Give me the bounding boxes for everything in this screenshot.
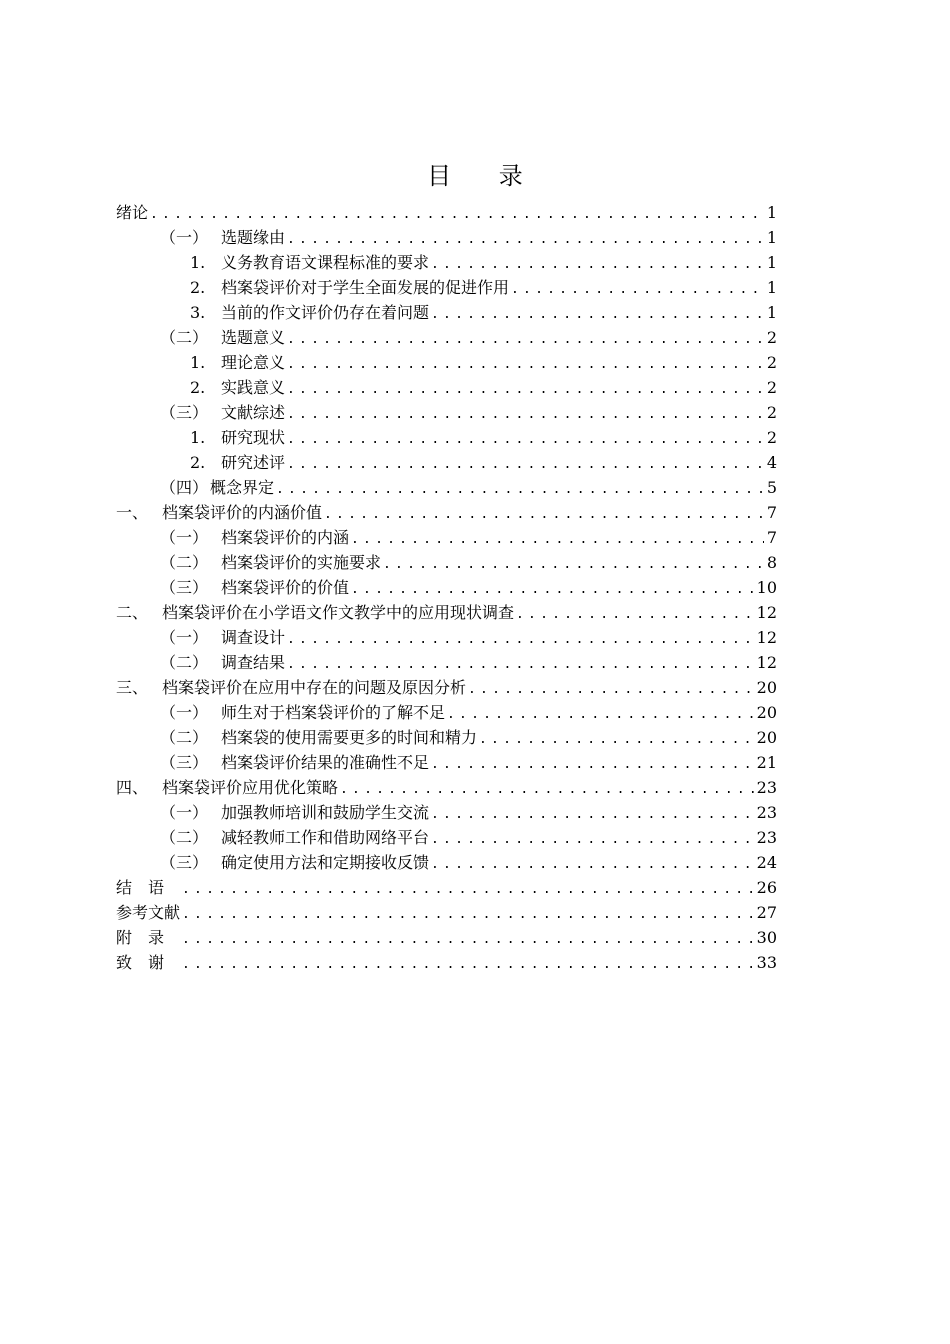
toc-entry-page-number: 1 — [766, 303, 777, 322]
toc-entry-page-number: 4 — [766, 453, 777, 472]
toc-list — [116, 200, 777, 975]
dot-leader — [287, 227, 764, 250]
toc-entry-page-number: 12 — [756, 603, 777, 622]
toc-entry-number: 一、 — [116, 503, 149, 522]
toc-entry-page-number: 26 — [756, 878, 777, 897]
toc-entry-number: （二） — [160, 328, 209, 347]
dot-leader — [182, 902, 754, 925]
toc-entry-title: 参考文献 — [116, 903, 181, 922]
toc-entry-title: 档案袋的使用需要更多的时间和精力 — [221, 728, 478, 747]
toc-entry-page-number: 7 — [766, 503, 777, 522]
toc-entry-page-number: 33 — [756, 953, 777, 972]
toc-entry-title: 义务教育语文课程标准的要求 — [221, 253, 430, 272]
dot-leader — [150, 202, 764, 225]
toc-entry-page-number: 2 — [766, 378, 777, 397]
toc-entry-page-number: 12 — [756, 628, 777, 647]
toc-entry[interactable] — [116, 425, 777, 450]
toc-title: 目 录 — [427, 162, 543, 190]
dot-leader — [431, 852, 754, 875]
dot-leader — [431, 827, 754, 850]
toc-entry-number: 1. — [190, 428, 206, 447]
toc-entry-number: （三） — [160, 578, 209, 597]
toc-entry[interactable] — [116, 850, 777, 875]
toc-entry[interactable] — [116, 250, 777, 275]
toc-entry-title: 理论意义 — [221, 353, 286, 372]
dot-leader — [324, 502, 764, 525]
dot-leader — [431, 252, 764, 275]
toc-entry[interactable] — [116, 450, 777, 475]
toc-entry-number: 四、 — [116, 778, 149, 797]
toc-entry[interactable] — [116, 825, 777, 850]
toc-entry-title: 加强教师培训和鼓励学生交流 — [221, 803, 430, 822]
toc-entry[interactable] — [116, 400, 777, 425]
toc-entry-number: 三、 — [116, 678, 149, 697]
toc-entry[interactable] — [116, 275, 777, 300]
toc-entry-number: 2. — [190, 278, 206, 297]
toc-entry[interactable] — [116, 350, 777, 375]
dot-leader — [287, 402, 764, 425]
toc-entry-page-number: 30 — [756, 928, 777, 947]
toc-entry-title: 致谢 — [116, 953, 181, 972]
dot-leader — [182, 952, 754, 975]
dot-leader — [276, 477, 764, 500]
toc-entry-page-number: 1 — [766, 253, 777, 272]
toc-entry-number: （一） — [160, 528, 209, 547]
toc-entry-title: 档案袋评价应用优化策略 — [162, 778, 339, 797]
dot-leader — [340, 777, 754, 800]
dot-leader — [431, 752, 754, 775]
toc-entry[interactable] — [116, 200, 777, 225]
toc-entry-page-number: 23 — [756, 828, 777, 847]
toc-entry-title: 概念界定 — [210, 478, 275, 497]
toc-entry-title: 研究现状 — [221, 428, 286, 447]
toc-entry-title: 档案袋评价的内涵价值 — [162, 503, 323, 522]
toc-entry-title: 选题意义 — [221, 328, 286, 347]
dot-leader — [287, 452, 764, 475]
dot-leader — [431, 802, 754, 825]
toc-entry-number: （二） — [160, 553, 209, 572]
toc-entry-title: 绪论 — [116, 203, 149, 222]
toc-entry[interactable] — [116, 525, 777, 550]
toc-entry[interactable] — [116, 875, 777, 900]
toc-entry-page-number: 2 — [766, 353, 777, 372]
toc-entry[interactable] — [116, 325, 777, 350]
toc-entry-page-number: 20 — [756, 703, 777, 722]
toc-entry-number: （二） — [160, 728, 209, 747]
toc-entry-title: 师生对于档案袋评价的了解不足 — [221, 703, 446, 722]
toc-entry-number: 2. — [190, 378, 206, 397]
toc-entry-title: 附录 — [116, 928, 181, 947]
toc-entry[interactable] — [116, 775, 777, 800]
toc-entry[interactable] — [116, 575, 777, 600]
toc-entry-page-number: 24 — [756, 853, 777, 872]
toc-entry-title: 档案袋评价的内涵 — [221, 528, 350, 547]
toc-entry[interactable] — [116, 725, 777, 750]
toc-entry[interactable] — [116, 475, 777, 500]
toc-entry[interactable] — [116, 800, 777, 825]
toc-entry[interactable] — [116, 750, 777, 775]
toc-entry-page-number: 10 — [756, 578, 777, 597]
toc-entry-number: 1. — [190, 253, 206, 272]
toc-entry-page-number: 1 — [766, 203, 777, 222]
toc-entry-page-number: 27 — [756, 903, 777, 922]
dot-leader — [511, 277, 764, 300]
toc-entry-page-number: 23 — [756, 803, 777, 822]
toc-entry-title: 档案袋评价的价值 — [221, 578, 350, 597]
toc-entry-title: 档案袋评价的实施要求 — [221, 553, 382, 572]
toc-entry-page-number: 1 — [766, 278, 777, 297]
toc-entry[interactable] — [116, 650, 777, 675]
dot-leader — [182, 927, 754, 950]
toc-entry-title: 当前的作文评价仍存在着问题 — [221, 303, 430, 322]
toc-entry-number: （一） — [160, 703, 209, 722]
toc-entry-title: 档案袋评价对于学生全面发展的促进作用 — [221, 278, 510, 297]
dot-leader — [287, 352, 764, 375]
toc-entry-page-number: 7 — [766, 528, 777, 547]
toc-entry-number: （二） — [160, 653, 209, 672]
dot-leader — [431, 302, 764, 325]
toc-entry-page-number: 2 — [766, 428, 777, 447]
toc-entry-title: 研究述评 — [221, 453, 286, 472]
toc-entry-title: 选题缘由 — [221, 228, 286, 247]
toc-entry[interactable] — [116, 675, 777, 700]
dot-leader — [287, 627, 754, 650]
toc-entry-page-number: 20 — [756, 728, 777, 747]
toc-entry-number: （四） — [160, 478, 209, 497]
toc-entry[interactable] — [116, 600, 777, 625]
dot-leader — [287, 377, 764, 400]
toc-entry-number: 1. — [190, 353, 206, 372]
toc-entry-page-number: 20 — [756, 678, 777, 697]
toc-entry-number: （三） — [160, 853, 209, 872]
toc-entry-number: 二、 — [116, 603, 149, 622]
toc-entry[interactable] — [116, 700, 777, 725]
toc-entry-title: 文献综述 — [221, 403, 286, 422]
dot-leader — [287, 327, 764, 350]
toc-entry[interactable] — [116, 625, 777, 650]
toc-entry-title: 档案袋评价在小学语文作文教学中的应用现状调查 — [162, 603, 515, 622]
dot-leader — [516, 602, 754, 625]
toc-entry-number: （一） — [160, 228, 209, 247]
dot-leader — [383, 552, 764, 575]
toc-entry-title: 档案袋评价在应用中存在的问题及原因分析 — [162, 678, 467, 697]
toc-entry-number: （三） — [160, 753, 209, 772]
toc-entry-number: 3. — [190, 303, 206, 322]
toc-entry-page-number: 1 — [766, 228, 777, 247]
toc-entry-page-number: 8 — [766, 553, 777, 572]
toc-entry-title: 确定使用方法和定期接收反馈 — [221, 853, 430, 872]
toc-entry[interactable] — [116, 300, 777, 325]
toc-entry-title: 减轻教师工作和借助网络平台 — [221, 828, 430, 847]
toc-entry-title: 调查结果 — [221, 653, 286, 672]
dot-leader — [351, 577, 754, 600]
dot-leader — [182, 877, 754, 900]
toc-entry-title: 调查设计 — [221, 628, 286, 647]
dot-leader — [351, 527, 764, 550]
toc-entry-page-number: 21 — [756, 753, 777, 772]
toc-entry-number: （一） — [160, 803, 209, 822]
dot-leader — [468, 677, 754, 700]
toc-entry[interactable] — [116, 550, 777, 575]
toc-entry[interactable] — [116, 375, 777, 400]
dot-leader — [479, 727, 754, 750]
toc-entry-title: 结语 — [116, 878, 181, 897]
toc-entry-page-number: 2 — [766, 403, 777, 422]
toc-entry-title: 实践意义 — [221, 378, 286, 397]
toc-entry[interactable] — [116, 500, 777, 525]
toc-entry-number: （一） — [160, 628, 209, 647]
dot-leader — [287, 427, 764, 450]
toc-entry-page-number: 2 — [766, 328, 777, 347]
dot-leader — [287, 652, 754, 675]
toc-entry-number: （二） — [160, 828, 209, 847]
toc-entry-number: （三） — [160, 403, 209, 422]
toc-entry-page-number: 23 — [756, 778, 777, 797]
toc-entry[interactable] — [116, 900, 777, 925]
toc-entry-title: 档案袋评价结果的准确性不足 — [221, 753, 430, 772]
toc-entry-page-number: 5 — [766, 478, 777, 497]
toc-entry-number: 2. — [190, 453, 206, 472]
dot-leader — [447, 702, 754, 725]
toc-entry[interactable] — [116, 225, 777, 250]
toc-entry[interactable] — [116, 925, 777, 950]
toc-entry-page-number: 12 — [756, 653, 777, 672]
toc-entry[interactable] — [116, 950, 777, 975]
